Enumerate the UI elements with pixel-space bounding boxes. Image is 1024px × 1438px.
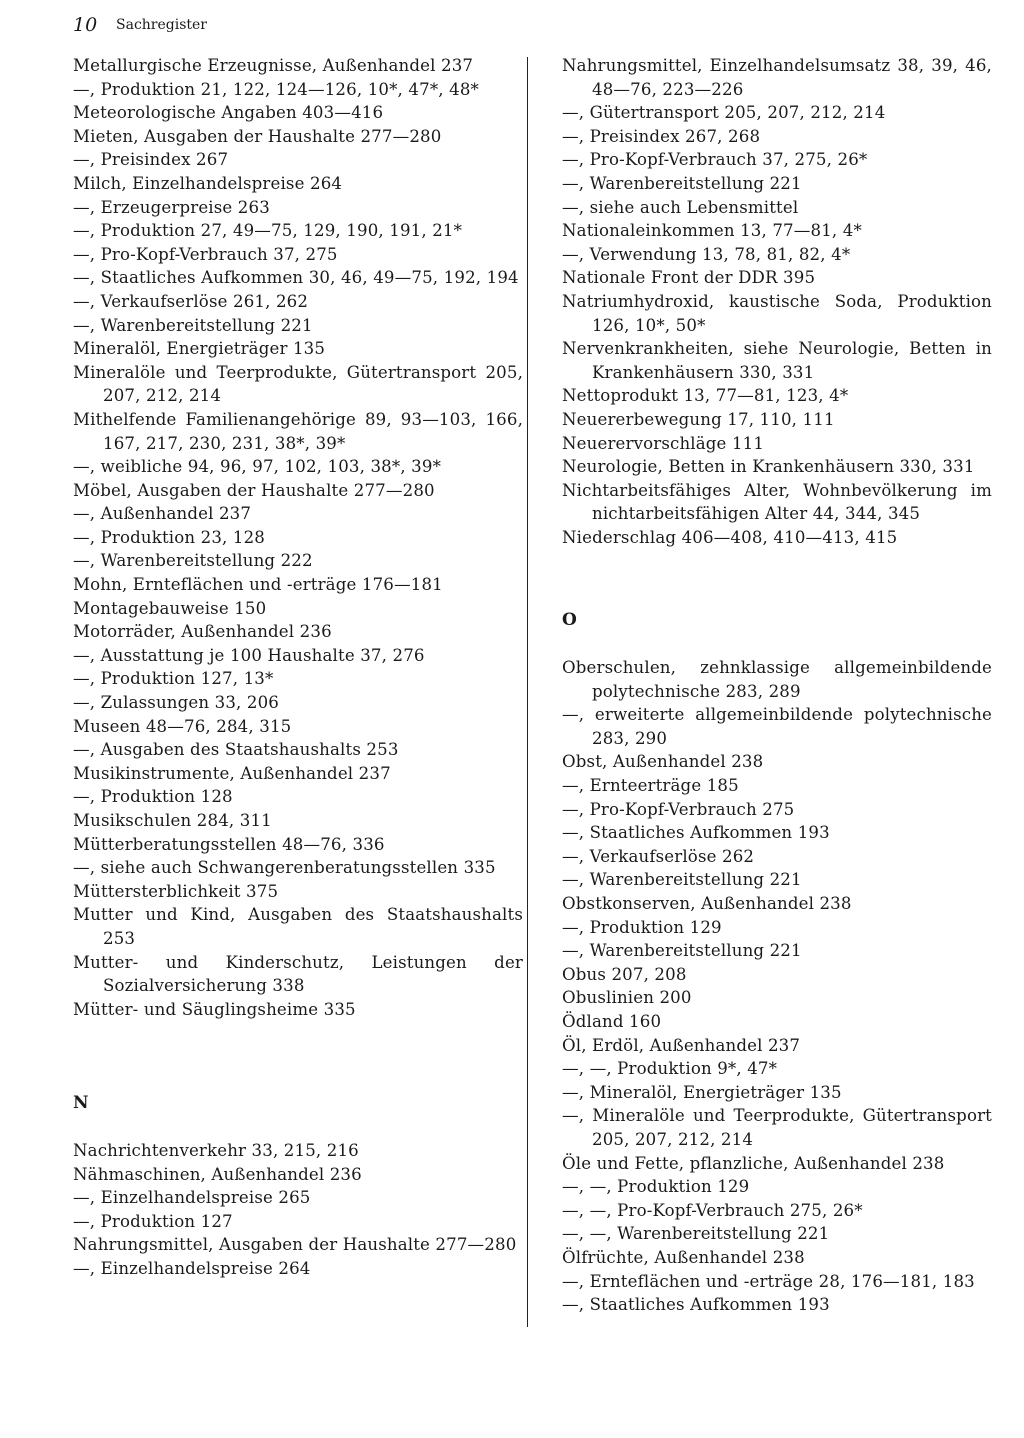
index-entry: Obst, Außenhandel 238 bbox=[562, 752, 764, 772]
index-entry: —, Einzelhandelspreise 264 bbox=[73, 1258, 311, 1278]
index-entry: —, Warenbereitstellung 221 bbox=[562, 941, 802, 961]
index-entry: —, Produktion 27, 49—75, 129, 190, 191, 21* bbox=[73, 221, 463, 241]
page-number: 10 bbox=[73, 14, 98, 36]
index-entry: Nervenkrankheiten, siehe Neurologie, Betten in Krankenhäusern 330, 331 bbox=[562, 339, 992, 382]
index-entry: Nettoprodukt 13, 77—81, 123, 4* bbox=[562, 386, 849, 406]
index-entry: Mütterberatungsstellen 48—76, 336 bbox=[73, 834, 385, 854]
index-entry: —, Produktion 127 bbox=[73, 1211, 233, 1231]
section-letter-o: O bbox=[562, 610, 577, 631]
index-entry: —, Verwendung 13, 78, 81, 82, 4* bbox=[562, 244, 851, 264]
index-entry: —, Warenbereitstellung 222 bbox=[73, 551, 313, 571]
index-entry: Neuerervorschläge 111 bbox=[562, 433, 765, 453]
running-title: Sachregister bbox=[116, 17, 207, 33]
index-entry: Obuslinien 200 bbox=[562, 988, 692, 1008]
index-entry: —, siehe auch Schwangerenberatungsstellen 335 bbox=[73, 858, 496, 878]
section-gap bbox=[562, 549, 992, 609]
section-n-entries bbox=[73, 1139, 523, 1281]
index-entry: —, Preisindex 267, 268 bbox=[562, 126, 761, 146]
index-entry: Neuererbewegung 17, 110, 111 bbox=[562, 409, 835, 429]
index-entry: —, Ausstattung je 100 Haushalte 37, 276 bbox=[73, 645, 425, 665]
index-entry: —, Produktion 21, 122, 124—126, 10*, 47*, 48* bbox=[73, 79, 479, 99]
index-entry: Möbel, Ausgaben der Haushalte 277—280 bbox=[73, 480, 435, 500]
index-entry: —, Verkaufserlöse 262 bbox=[562, 846, 755, 866]
index-entry: —, Produktion 127, 13* bbox=[73, 669, 274, 689]
index-entry: Nichtarbeitsfähiges Alter, Wohnbevölkerung im nichtarbeitsfähigen Alter 44, 344, 345 bbox=[562, 480, 992, 524]
index-entry: Museen 48—76, 284, 315 bbox=[73, 716, 292, 736]
index-entry: —, Produktion 128 bbox=[73, 787, 233, 807]
index-entry: Mineralöle und Teerprodukte, Gütertransport 205, 207, 212, 214 bbox=[73, 362, 523, 406]
section-gap bbox=[73, 1021, 523, 1092]
right-column bbox=[562, 54, 992, 1317]
index-entry: —, Gütertransport 205, 207, 212, 214 bbox=[562, 103, 886, 123]
index-entry: —, Ausgaben des Staatshaushalts 253 bbox=[73, 740, 399, 760]
index-entry: Milch, Einzelhandelspreise 264 bbox=[73, 173, 343, 193]
index-entry: Meteorologische Angaben 403—416 bbox=[73, 103, 384, 123]
index-entry: —, Verkaufserlöse 261, 262 bbox=[73, 291, 309, 311]
index-entry: —, Warenbereitstellung 221 bbox=[562, 870, 802, 890]
index-entry: Ölfrüchte, Außenhandel 238 bbox=[562, 1247, 805, 1267]
index-entry: Obstkonserven, Außenhandel 238 bbox=[562, 894, 852, 913]
left-entries bbox=[73, 54, 523, 1021]
index-entry: —, Mineralöl, Energieträger 135 bbox=[562, 1082, 842, 1102]
index-entry: Metallurgische Erzeugnisse, Außenhandel 237 bbox=[73, 56, 474, 75]
index-entry: Montagebauweise 150 bbox=[73, 598, 267, 618]
index-entry: —, Einzelhandelspreise 265 bbox=[73, 1188, 311, 1208]
page-header bbox=[73, 14, 984, 40]
index-entry: Niederschlag 406—408, 410—413, 415 bbox=[562, 527, 898, 547]
left-column bbox=[73, 54, 523, 1281]
section-gap bbox=[73, 1116, 523, 1139]
index-entry: —, Mineralöle und Teerprodukte, Gütertransport 205, 207, 212, 214 bbox=[562, 1106, 992, 1149]
index-entry: —, —, Produktion 9*, 47* bbox=[562, 1059, 778, 1079]
right-entries bbox=[562, 54, 992, 549]
index-entry: Nationale Front der DDR 395 bbox=[562, 268, 816, 288]
index-entry: —, Produktion 129 bbox=[562, 917, 722, 937]
index-entry: Nähmaschinen, Außenhandel 236 bbox=[73, 1164, 362, 1184]
index-entry: —, Staatliches Aufkommen 193 bbox=[562, 823, 830, 843]
index-entry: —, Warenbereitstellung 221 bbox=[73, 315, 313, 335]
section-o-entries bbox=[562, 656, 992, 1317]
index-entry: —, Staatliches Aufkommen 193 bbox=[562, 1295, 830, 1315]
index-entry: —, Staatliches Aufkommen 30, 46, 49—75, 192, 194 bbox=[73, 268, 519, 288]
index-entry: —, Ernteflächen und -erträge 28, 176—181, 183 bbox=[562, 1271, 975, 1291]
index-entry: Mineralöl, Energieträger 135 bbox=[73, 339, 326, 359]
index-entry: Mutter und Kind, Ausgaben des Staatshaushalts 253 bbox=[73, 905, 523, 948]
index-entry: Musikinstrumente, Außenhandel 237 bbox=[73, 763, 391, 783]
index-entry: —, Pro-Kopf-Verbrauch 275 bbox=[562, 799, 795, 819]
index-entry: Nationaleinkommen 13, 77—81, 4* bbox=[562, 221, 862, 241]
index-entry: —, Pro-Kopf-Verbrauch 37, 275 bbox=[73, 244, 338, 264]
index-entry: Motorräder, Außenhandel 236 bbox=[73, 622, 332, 642]
index-entry: Oberschulen, zehnklassige allgemeinbildende polytechnische 283, 289 bbox=[562, 658, 992, 701]
index-entry: Mieten, Ausgaben der Haushalte 277—280 bbox=[73, 126, 442, 146]
index-entry: Öle und Fette, pflanzliche, Außenhandel 238 bbox=[562, 1153, 945, 1173]
section-gap bbox=[562, 633, 992, 656]
index-entry: Mutter- und Kinderschutz, Leistungen der Sozialversicherung 338 bbox=[73, 952, 523, 996]
index-entry: —, Ernteerträge 185 bbox=[562, 776, 739, 796]
index-entry: —, Produktion 23, 128 bbox=[73, 527, 266, 547]
index-entry: —, erweiterte allgemeinbildende polytechnische 283, 290 bbox=[562, 705, 992, 748]
index-entry: Neurologie, Betten in Krankenhäusern 330, 331 bbox=[562, 457, 975, 477]
index-entry: Nachrichtenverkehr 33, 215, 216 bbox=[73, 1140, 359, 1160]
index-entry: —, Erzeugerpreise 263 bbox=[73, 197, 270, 217]
index-entry: —, Preisindex 267 bbox=[73, 150, 229, 170]
index-entry: Öl, Erdöl, Außenhandel 237 bbox=[562, 1035, 801, 1055]
index-entry: —, weibliche 94, 96, 97, 102, 103, 38*, 39* bbox=[73, 457, 442, 477]
index-entry: Müttersterblichkeit 375 bbox=[73, 881, 279, 901]
index-entry: —, siehe auch Lebensmittel bbox=[562, 197, 799, 217]
index-entry: —, —, Warenbereitstellung 221 bbox=[562, 1224, 830, 1244]
index-entry: Musikschulen 284, 311 bbox=[73, 811, 272, 830]
index-entry: Mithelfende Familienangehörige 89, 93—103, 166, 167, 217, 230, 231, 38*, 39* bbox=[73, 409, 523, 453]
index-entry: Natriumhydroxid, kaustische Soda, Produktion 126, 10*, 50* bbox=[562, 291, 992, 335]
index-entry: Mohn, Ernteflächen und -erträge 176—181 bbox=[73, 575, 443, 595]
index-entry: Nahrungsmittel, Einzelhandelsumsatz 38, 39, 46, 48—76, 223—226 bbox=[562, 56, 992, 99]
column-divider bbox=[527, 57, 528, 1327]
index-entry: —, —, Produktion 129 bbox=[562, 1177, 750, 1197]
index-entry: Mütter- und Säuglingsheime 335 bbox=[73, 999, 356, 1019]
index-entry: Ödland 160 bbox=[562, 1011, 662, 1031]
index-entry: Obus 207, 208 bbox=[562, 964, 687, 984]
index-entry: —, Zulassungen 33, 206 bbox=[73, 693, 280, 713]
index-entry: —, Außenhandel 237 bbox=[73, 504, 252, 524]
index-entry: —, Pro-Kopf-Verbrauch 37, 275, 26* bbox=[562, 150, 868, 170]
section-letter-n: N bbox=[73, 1093, 89, 1114]
index-entry: —, Warenbereitstellung 221 bbox=[562, 173, 802, 193]
index-entry: —, —, Pro-Kopf-Verbrauch 275, 26* bbox=[562, 1200, 863, 1220]
index-entry: Nahrungsmittel, Ausgaben der Haushalte 277—280 bbox=[73, 1235, 517, 1255]
